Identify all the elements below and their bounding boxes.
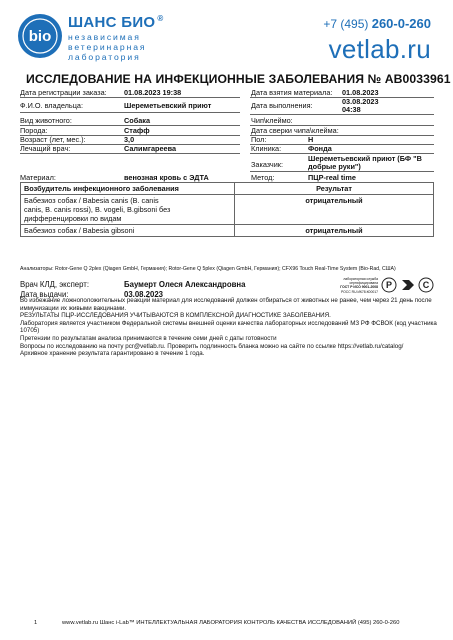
field-value: 3,0	[124, 135, 135, 144]
result-cell: отрицательный	[235, 225, 434, 237]
report-title: ИССЛЕДОВАНИЕ НА ИНФЕКЦИОННЫЕ ЗАБОЛЕВАНИЯ № АВ0033961	[26, 72, 451, 86]
result-cell: отрицательный	[235, 195, 434, 225]
svg-text:bio: bio	[28, 28, 52, 45]
doctor-label: Врач КЛД, эксперт:	[20, 280, 90, 289]
certification-icon	[380, 277, 438, 293]
field-value-line2: добрые руки")	[308, 162, 361, 171]
field-value: Фонда	[308, 144, 332, 153]
phone: +7 (495) 260-0-260	[323, 16, 431, 31]
results-table	[20, 182, 434, 237]
tagline-1: независимая	[68, 32, 141, 42]
method-label: Метод:	[251, 173, 275, 182]
footer-text: www.vetlab.ru Шанс i-Lab™ ИНТЕЛЛЕКТУАЛЬНАЯ ЛАБОРАТОРИЯ КОНТРОЛЬ КАЧЕСТВА ИССЛЕДОВАНИЙ (495) 260-0-260	[62, 620, 400, 626]
field-label: Дата выполнения:	[251, 101, 313, 110]
field-label: Чип\клеймо:	[251, 116, 293, 125]
doctor-value: Баумерт Олеся Александровна	[124, 280, 246, 289]
field-label: Вид животного:	[20, 116, 72, 125]
table-row	[21, 195, 434, 225]
field-label: Клиника:	[251, 144, 282, 153]
site-url: vetlab.ru	[328, 34, 431, 64]
field-value: Стафф	[124, 126, 150, 135]
logo-icon	[18, 14, 62, 58]
issue-label: Дата выдачи:	[20, 290, 69, 299]
field-value: Собака	[124, 116, 151, 125]
svg-text:С: С	[422, 280, 430, 290]
svg-text:Р: Р	[385, 280, 393, 290]
brand-name: ШАНС БИО ®	[68, 14, 164, 31]
issue-value: 03.08.2023	[124, 290, 164, 299]
field-label: Возраст (лет, мес.):	[20, 135, 86, 144]
page-number: 1	[34, 620, 38, 626]
field-label: Ф.И.О. владельца:	[20, 101, 83, 110]
field-value: Шереметьевский приют (БФ "В	[308, 154, 422, 163]
field-label: Заказчик:	[251, 160, 283, 169]
tagline-3: лаборатория	[68, 52, 141, 62]
logo	[18, 14, 62, 58]
column-header: Возбудитель инфекционного заболевания	[21, 183, 235, 195]
field-label: Лечащий врач:	[20, 144, 71, 153]
pathogen-cell: Бабезиоз собак / Babesia canis (B. canis canis, B. canis rossi), B. vogeli, B.gibsoni без дифференцировки по видам	[21, 195, 235, 225]
field-value: 01.08.2023	[342, 88, 379, 97]
field-value: Шереметьевский приют	[124, 101, 212, 110]
field-label: Дата сверки чипа\клейма:	[251, 126, 339, 135]
pathogen-cell: Бабезиоз собак / Babesia gibsoni	[21, 225, 235, 237]
table-row	[21, 225, 434, 237]
field-value: Салимгареева	[124, 144, 177, 153]
field-value: 01.08.2023 19:38	[124, 88, 182, 97]
stamp-text: лабораторная служба сертифицирована ГОСТ Р ИСО 9001-2008 РОСС RU.ИК78.К00017	[340, 277, 378, 294]
field-label: Дата регистрации заказа:	[20, 88, 107, 97]
field-value-time: 04:38	[342, 105, 361, 114]
certification-stamp	[318, 277, 438, 294]
material-value: венозная кровь с ЭДТА	[124, 173, 209, 182]
field-label: Дата взятия материала:	[251, 88, 333, 97]
field-value: 03.08.2023	[342, 97, 379, 106]
tagline-2: ветеринарная	[68, 42, 147, 52]
notes-block: Во избежание ложноположительных реакций материал для исследований должен отбираться от животных не ранее, чем через 21 день после иммунизации их живыми вакцинами. РЕЗУЛЬТАТЫ ПЦР-ИССЛЕДОВАНИЯ УЧИТЫВАЮТСЯ В КОМПЛЕКСНОЙ ДИАГНОСТИКЕ ЗАБОЛЕВАНИЯ. Лаборатория является участником Федеральной системы внешней оценки качества лабораторных исследований МЗ РФ ФСВОК (код участника 10705) Претензии по результатам анализа принимаются в течение семи дней с даты готовности Вопросы по исследованию на почту pcr@vetlab.ru. Проверить подлинность бланка можно на сайте по ссылке https://vetlab.ru/catalog/ Архивное хранение результата гарантировано в течение 1 года.	[20, 297, 437, 358]
field-value: Н	[308, 135, 314, 144]
column-header: Результат	[235, 183, 434, 195]
material-label: Материал:	[20, 173, 56, 182]
field-label: Порода:	[20, 126, 48, 135]
field-label: Пол:	[251, 135, 267, 144]
table-header-row	[21, 183, 434, 195]
method-value: ПЦР-real time	[308, 173, 356, 182]
analyzers-text: Анализаторы: Rotor-Gene Q 2plex (Qiagen GmbH, Германия); Rotor-Gene Q 5plex (Qiagen GmbH, Германия); CFX96 Touch Real-Time System (Bio-Rad, США)	[20, 266, 396, 272]
